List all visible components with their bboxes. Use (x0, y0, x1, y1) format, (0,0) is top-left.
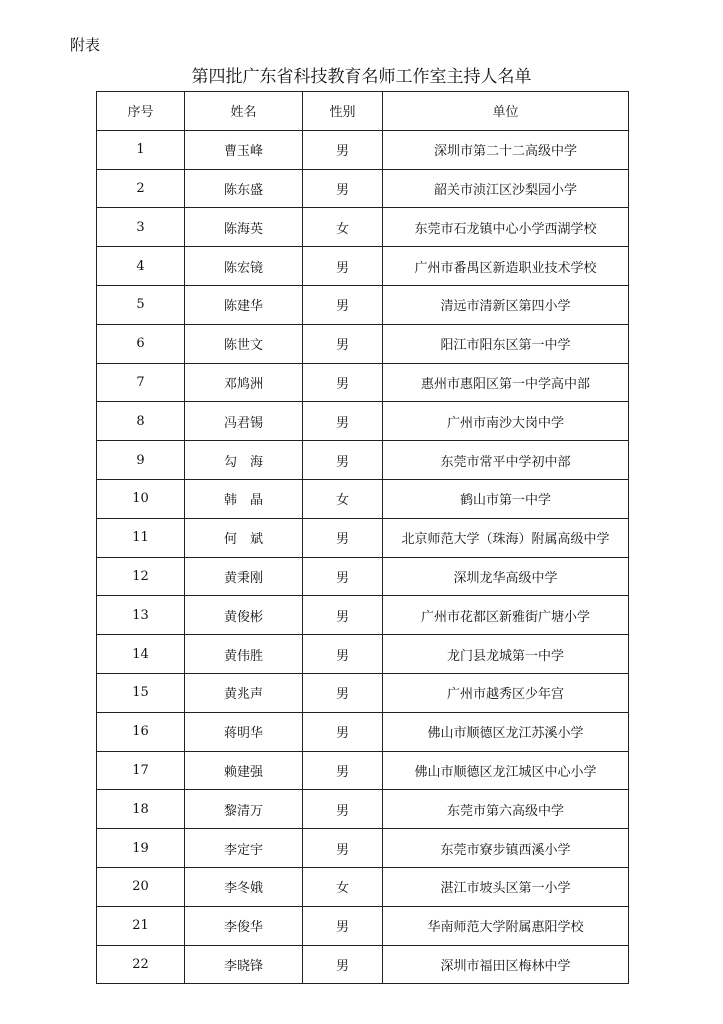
table-row (97, 518, 629, 557)
cell-name: 李俊华 (185, 906, 303, 945)
cell-unit: 东莞市第六高级中学 (383, 790, 629, 829)
cell-no: 18 (97, 790, 185, 829)
cell-name: 陈世文 (185, 324, 303, 363)
cell-gender: 男 (303, 518, 383, 557)
cell-no: 13 (97, 596, 185, 635)
cell-gender: 男 (303, 402, 383, 441)
cell-unit: 广州市番禺区新造职业技术学校 (383, 247, 629, 286)
table-row (97, 673, 629, 712)
cell-gender: 男 (303, 285, 383, 324)
cell-gender: 女 (303, 208, 383, 247)
cell-unit: 惠州市惠阳区第一中学高中部 (383, 363, 629, 402)
cell-name: 黄秉刚 (185, 557, 303, 596)
cell-name: 黎清万 (185, 790, 303, 829)
cell-gender: 女 (303, 867, 383, 906)
cell-gender: 男 (303, 635, 383, 674)
cell-gender: 男 (303, 945, 383, 984)
cell-gender: 男 (303, 363, 383, 402)
table-row (97, 790, 629, 829)
cell-name: 陈宏镜 (185, 247, 303, 286)
cell-no: 9 (97, 441, 185, 480)
cell-unit: 佛山市顺德区龙江城区中心小学 (383, 751, 629, 790)
cell-gender: 男 (303, 906, 383, 945)
table-row (97, 867, 629, 906)
cell-unit: 东莞市寮步镇西溪小学 (383, 829, 629, 868)
table-header-row (97, 92, 629, 131)
cell-name: 李定宇 (185, 829, 303, 868)
header-gender: 性别 (303, 92, 383, 131)
cell-unit: 深圳市福田区梅林中学 (383, 945, 629, 984)
table-row (97, 906, 629, 945)
cell-name: 陈海英 (185, 208, 303, 247)
table-row (97, 402, 629, 441)
cell-no: 21 (97, 906, 185, 945)
cell-unit: 湛江市坡头区第一小学 (383, 867, 629, 906)
table-row (97, 751, 629, 790)
cell-name: 黄兆声 (185, 673, 303, 712)
cell-name: 邓鸠洲 (185, 363, 303, 402)
cell-no: 2 (97, 169, 185, 208)
cell-unit: 深圳龙华高级中学 (383, 557, 629, 596)
table-row (97, 324, 629, 363)
table-row (97, 285, 629, 324)
appendix-label: 附表 (70, 36, 101, 54)
cell-gender: 男 (303, 673, 383, 712)
cell-no: 11 (97, 518, 185, 557)
cell-no: 1 (97, 130, 185, 169)
cell-unit: 广州市花都区新雅街广塘小学 (383, 596, 629, 635)
cell-no: 20 (97, 867, 185, 906)
cell-no: 7 (97, 363, 185, 402)
cell-no: 5 (97, 285, 185, 324)
cell-unit: 深圳市第二十二高级中学 (383, 130, 629, 169)
cell-no: 6 (97, 324, 185, 363)
cell-unit: 鹤山市第一中学 (383, 479, 629, 518)
cell-name: 赖建强 (185, 751, 303, 790)
cell-gender: 男 (303, 247, 383, 286)
document-title: 第四批广东省科技教育名师工作室主持人名单 (191, 67, 532, 87)
cell-unit: 广州市越秀区少年宫 (383, 673, 629, 712)
cell-no: 14 (97, 635, 185, 674)
cell-name: 勾 海 (185, 441, 303, 480)
header-name: 姓名 (185, 92, 303, 131)
cell-name: 蒋明华 (185, 712, 303, 751)
cell-unit: 华南师范大学附属惠阳学校 (383, 906, 629, 945)
header-no: 序号 (97, 92, 185, 131)
cell-unit: 广州市南沙大岗中学 (383, 402, 629, 441)
table-row (97, 363, 629, 402)
table-row (97, 130, 629, 169)
table-row (97, 247, 629, 286)
cell-gender: 男 (303, 130, 383, 169)
cell-gender: 男 (303, 790, 383, 829)
cell-unit: 佛山市顺德区龙江苏溪小学 (383, 712, 629, 751)
cell-gender: 男 (303, 751, 383, 790)
cell-unit: 龙门县龙城第一中学 (383, 635, 629, 674)
cell-name: 李冬娥 (185, 867, 303, 906)
cell-no: 12 (97, 557, 185, 596)
cell-gender: 男 (303, 441, 383, 480)
cell-unit: 东莞市常平中学初中部 (383, 441, 629, 480)
cell-unit: 韶关市浈江区沙梨园小学 (383, 169, 629, 208)
cell-no: 10 (97, 479, 185, 518)
cell-gender: 女 (303, 479, 383, 518)
cell-gender: 男 (303, 324, 383, 363)
cell-no: 4 (97, 247, 185, 286)
table-row (97, 596, 629, 635)
table-row (97, 712, 629, 751)
cell-no: 3 (97, 208, 185, 247)
cell-unit: 清远市清新区第四小学 (383, 285, 629, 324)
cell-gender: 男 (303, 829, 383, 868)
cell-gender: 男 (303, 169, 383, 208)
table-row (97, 169, 629, 208)
cell-unit: 北京师范大学（珠海）附属高级中学 (383, 518, 629, 557)
cell-no: 16 (97, 712, 185, 751)
table-row (97, 945, 629, 984)
cell-name: 曹玉峰 (185, 130, 303, 169)
table-row (97, 557, 629, 596)
cell-unit: 东莞市石龙镇中心小学西湖学校 (383, 208, 629, 247)
table-row (97, 208, 629, 247)
cell-no: 15 (97, 673, 185, 712)
table-row (97, 441, 629, 480)
cell-no: 8 (97, 402, 185, 441)
cell-name: 陈东盛 (185, 169, 303, 208)
header-unit: 单位 (383, 92, 629, 131)
table-row (97, 635, 629, 674)
cell-gender: 男 (303, 596, 383, 635)
cell-name: 何 斌 (185, 518, 303, 557)
cell-name: 黄伟胜 (185, 635, 303, 674)
cell-no: 19 (97, 829, 185, 868)
cell-gender: 男 (303, 712, 383, 751)
cell-no: 22 (97, 945, 185, 984)
cell-gender: 男 (303, 557, 383, 596)
cell-unit: 阳江市阳东区第一中学 (383, 324, 629, 363)
table-row (97, 479, 629, 518)
table-row (97, 829, 629, 868)
cell-name: 李晓锋 (185, 945, 303, 984)
cell-name: 黄俊彬 (185, 596, 303, 635)
roster-table (96, 91, 629, 984)
cell-name: 冯君锡 (185, 402, 303, 441)
cell-name: 韩 晶 (185, 479, 303, 518)
cell-name: 陈建华 (185, 285, 303, 324)
cell-no: 17 (97, 751, 185, 790)
